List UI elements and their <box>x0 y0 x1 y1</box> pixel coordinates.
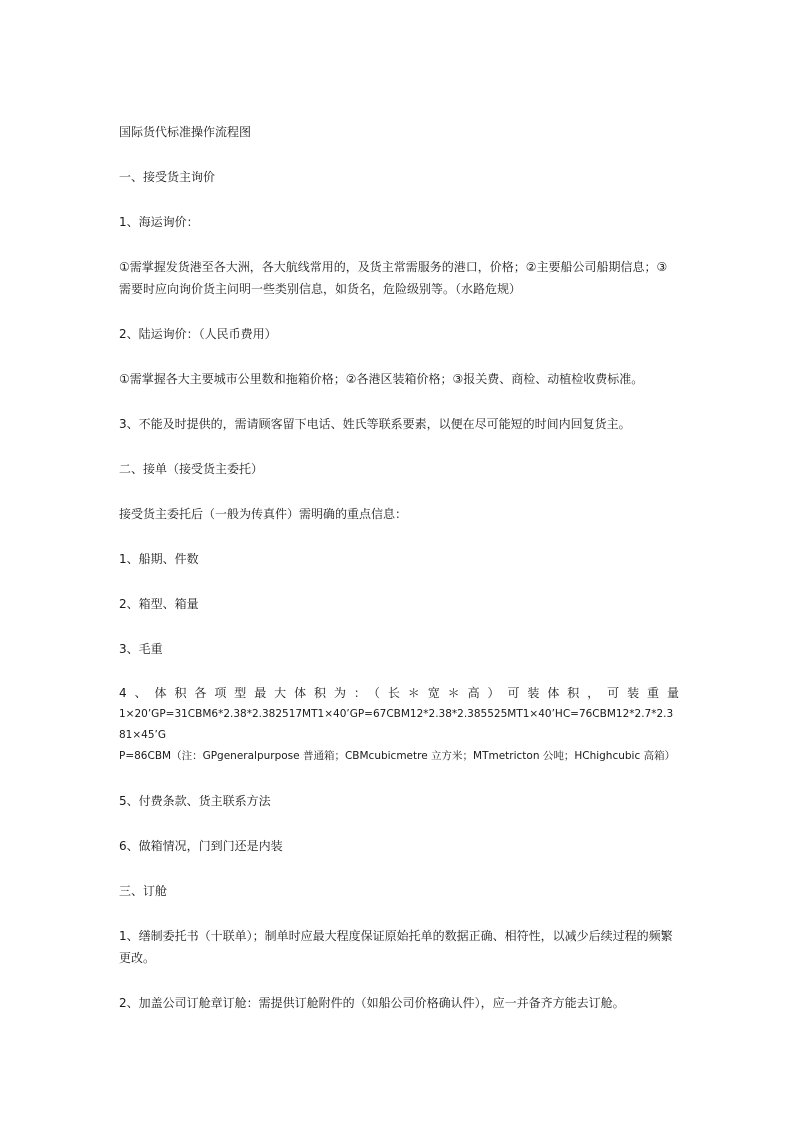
paragraph-order-item-6: 6、做箱情况，门到门还是内装 <box>119 839 283 853</box>
paragraph-land-inquiry-details: ①需掌握各大主要城市公里数和拖箱价格；②各港区装箱价格；③报关费、商检、动植检收费标准。 <box>119 372 644 386</box>
section-heading-inquiry: 一、接受货主询价 <box>119 170 216 184</box>
document-title: 国际货代标准操作流程图 <box>119 125 252 139</box>
paragraph-callback-note: 3、不能及时提供的，需请顾客留下电话、姓氏等联系要素，以便在尽可能短的时间内回复货主。 <box>119 417 631 431</box>
paragraph-order-item-5: 5、付费条款、货主联系方法 <box>119 794 271 808</box>
section-heading-booking: 三、订舱 <box>119 884 168 898</box>
section-heading-order: 二、接单（接受货主委托） <box>119 462 264 476</box>
paragraph-order-item-1: 1、船期、件数 <box>119 552 199 566</box>
paragraph-sea-inquiry-details: ①需掌握发货港至各大洲，各大航线常用的，及货主常需服务的港口，价格；②主要船公司船期信息；③需要时应向询价货主问明一些类别信息，如货名，危险级别等。（水路危规） <box>119 260 668 296</box>
volume-heading-line: 4、体积各项型最大体积为：（长＊宽＊高）可装体积，可装重量 <box>119 686 679 700</box>
volume-spec-line: 1×20’GP=31CBM6*2.38*2.382517MT1×40’GP=67CBM12*2.38*2.385525MT1×40’HC=76CBM12*2.7*2.381×45’G <box>119 708 674 741</box>
paragraph-order-item-4 <box>119 683 679 767</box>
paragraph-order-intro: 接受货主委托后（一般为传真件）需明确的重点信息： <box>119 507 408 521</box>
paragraph-order-item-3: 3、毛重 <box>119 642 163 656</box>
paragraph-booking-item-1: 1、缮制委托书（十联单）；制单时应最大程度保证原始托单的数据正确、相符性，以减少后续过程的频繁更改。 <box>119 929 673 965</box>
volume-notes-line: P=86CBM（注：GPgeneralpurpose 普通箱；CBMcubicmetre 立方米；MTmetricton 公吨；HChighcubic 高箱） <box>119 750 676 762</box>
paragraph-booking-item-2: 2、加盖公司订舱章订舱：需提供订舱附件的（如船公司价格确认件），应一并备齐方能去订舱。 <box>119 996 625 1010</box>
paragraph-sea-inquiry: 1、海运询价： <box>119 215 199 229</box>
paragraph-order-item-2: 2、箱型、箱量 <box>119 597 199 611</box>
paragraph-land-inquiry: 2、陆运询价：（人民币费用） <box>119 327 277 341</box>
document-body <box>119 121 679 1037</box>
